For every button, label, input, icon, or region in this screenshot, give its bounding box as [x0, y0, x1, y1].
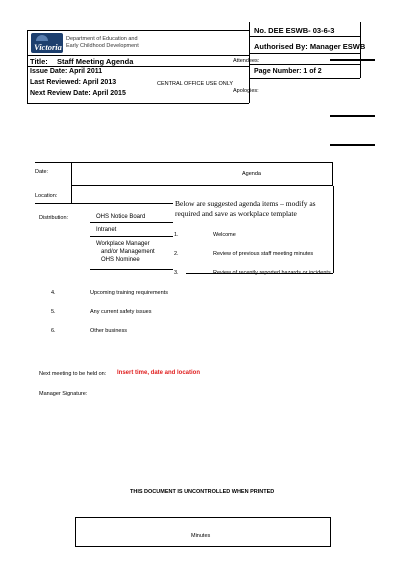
agenda-item-number: 4.	[51, 290, 56, 296]
agenda-item-text: Review of recently reported hazards or incidents	[213, 270, 331, 276]
agenda-header-box	[71, 162, 333, 186]
uncontrolled-notice: THIS DOCUMENT IS UNCONTROLLED WHEN PRINTED	[130, 489, 275, 495]
logo-text: Victoria	[34, 42, 62, 52]
attendees-label: Attendees:	[233, 58, 260, 64]
agenda-item-number: 6.	[51, 328, 56, 334]
apologies-label: Apologies:	[233, 88, 259, 94]
issue-date: Issue Date: April 2011	[30, 68, 103, 75]
page-number: Page Number: 1 of 2	[254, 68, 322, 75]
agenda-item-text: Other business	[90, 328, 127, 334]
agenda-item-text: Upcoming training requirements	[90, 290, 168, 296]
agenda-item-text: Review of previous staff meeting minutes	[213, 251, 314, 257]
distribution-item: Workplace Manager	[96, 241, 150, 247]
page-title: Staff Meeting Agenda	[57, 57, 134, 66]
dept-line2: Early Childhood Development	[66, 43, 139, 49]
last-reviewed: Last Reviewed: April 2013	[30, 79, 117, 86]
agenda-item-text: Any current safety issues	[90, 309, 152, 315]
next-meeting-label: Next meeting to be held on:	[39, 371, 107, 377]
dept-line1: Department of Education and	[66, 36, 138, 42]
distribution-item: Intranet	[96, 227, 117, 233]
agenda-item-text: Welcome	[213, 232, 236, 238]
doc-number: No. DEE ESWB- 03-6-3	[254, 26, 335, 35]
date-label: Date:	[35, 169, 49, 175]
agenda-item-number: 1.	[174, 232, 179, 238]
minutes-box	[75, 517, 331, 547]
agenda-item-number: 5.	[51, 309, 56, 315]
agenda-item-number: 2.	[174, 251, 179, 257]
manager-signature-label: Manager Signature:	[39, 391, 88, 397]
victoria-crest-icon	[31, 33, 63, 53]
agenda-item-number: 3.	[174, 270, 179, 276]
agenda-heading: Agenda	[242, 171, 261, 177]
distribution-item: OHS Nominee	[101, 257, 140, 263]
next-meeting-placeholder[interactable]: Insert time, date and location	[117, 370, 201, 376]
next-review: Next Review Date: April 2015	[30, 90, 126, 97]
title-label: Title:	[30, 57, 48, 66]
intro-text-line2: required and save as workplace template	[175, 209, 297, 218]
distribution-item: and/or Management	[101, 249, 155, 255]
minutes-label: Minutes	[191, 533, 211, 539]
distribution-item: OHS Notice Board	[96, 214, 146, 220]
distribution-label: Distribution:	[39, 215, 69, 221]
central-office-notice: CENTRAL OFFICE USE ONLY	[157, 81, 234, 87]
intro-text-line1: Below are suggested agenda items – modify as	[175, 199, 316, 208]
location-label: Location:	[35, 193, 58, 199]
authorised-by: Authorised By: Manager ESWB	[254, 42, 366, 51]
